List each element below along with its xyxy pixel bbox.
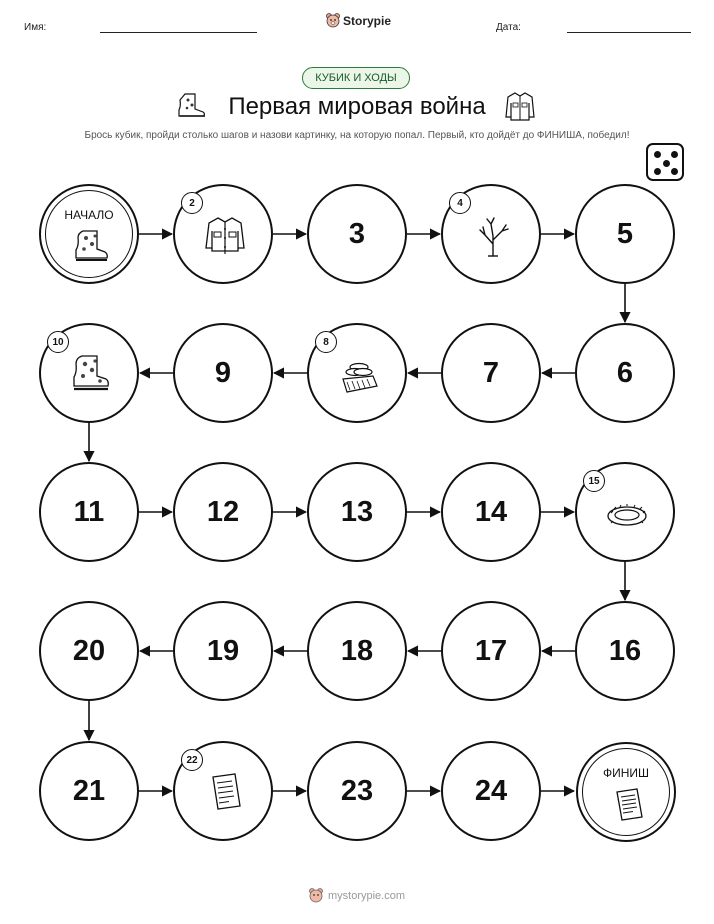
footer-url: mystorypie.com xyxy=(327,890,406,902)
start-label: НАЧАЛО xyxy=(64,208,114,222)
board-cell-5[interactable] xyxy=(575,184,675,284)
cell-number: 14 xyxy=(474,495,508,528)
board-cell-4[interactable] xyxy=(441,184,541,284)
cell-number: 7 xyxy=(482,356,500,389)
name-label: Имя: xyxy=(24,22,47,33)
activity-badge: КУБИК И ХОДЫ xyxy=(302,67,410,89)
cell-number: 17 xyxy=(474,634,508,667)
board-cell-23[interactable] xyxy=(307,741,407,841)
letter-document-icon xyxy=(203,771,247,815)
board-cell-11[interactable] xyxy=(39,462,139,562)
cell-number: 23 xyxy=(340,774,374,807)
cell-number: 11 xyxy=(73,495,105,528)
cell-number: 13 xyxy=(340,495,374,528)
board-cell-21[interactable] xyxy=(39,741,139,841)
cell-number-badge: 4 xyxy=(449,192,471,214)
board-cell-19[interactable] xyxy=(173,601,273,701)
instructions-text: Брось кубик, пройди столько шагов и назови картинку, на которую попал. Первый, кто дойдёт до ФИНИША, победил! xyxy=(84,130,630,141)
cell-number: 18 xyxy=(340,634,374,667)
crater-icon xyxy=(605,492,649,536)
board-cell-12[interactable] xyxy=(173,462,273,562)
board-cell-15[interactable] xyxy=(575,462,675,562)
cell-number: 6 xyxy=(616,356,634,389)
cell-number: 21 xyxy=(72,774,106,807)
trench-sandbags-icon xyxy=(337,353,381,397)
cell-number: 3 xyxy=(348,217,366,250)
bare-tree-icon xyxy=(471,214,515,258)
board-cell-10[interactable] xyxy=(39,323,139,423)
cell-number: 12 xyxy=(206,495,240,528)
board-cell-20[interactable] xyxy=(39,601,139,701)
board-cell-13[interactable] xyxy=(307,462,407,562)
brand-name: Storypie xyxy=(343,14,392,28)
cell-number: 5 xyxy=(616,217,634,250)
board-cell-8[interactable] xyxy=(307,323,407,423)
board-cell-3[interactable] xyxy=(307,184,407,284)
board-cell-16[interactable] xyxy=(575,601,675,701)
board-cell-14[interactable] xyxy=(441,462,541,562)
cell-number-badge: 8 xyxy=(315,331,337,353)
board-cell-9[interactable] xyxy=(173,323,273,423)
cell-number-badge: 10 xyxy=(47,331,69,353)
cell-number-badge: 2 xyxy=(181,192,203,214)
finish-label: ФИНИШ xyxy=(602,766,650,780)
board-cell-2[interactable] xyxy=(173,184,273,284)
cell-number-badge: 15 xyxy=(583,470,605,492)
military-jacket-icon xyxy=(203,214,247,258)
board-cell-6[interactable] xyxy=(575,323,675,423)
board-cell-18[interactable] xyxy=(307,601,407,701)
cell-number: 9 xyxy=(214,356,232,389)
board-cell-17[interactable] xyxy=(441,601,541,701)
start-cell[interactable] xyxy=(39,184,139,284)
date-label: Дата: xyxy=(496,22,521,33)
board-cell-7[interactable] xyxy=(441,323,541,423)
combat-boot-icon xyxy=(71,228,111,268)
combat-boot-icon xyxy=(69,353,113,397)
footer xyxy=(0,888,714,904)
letter-document-icon xyxy=(608,786,648,826)
bear-mascot-icon xyxy=(309,888,323,904)
page-title: Первая мировая война xyxy=(228,93,486,120)
finish-cell[interactable] xyxy=(576,742,676,842)
cell-number: 19 xyxy=(206,634,240,667)
cell-number: 24 xyxy=(474,774,508,807)
cell-number: 20 xyxy=(72,634,106,667)
cell-number: 16 xyxy=(608,634,642,667)
board-cell-24[interactable] xyxy=(441,741,541,841)
board-cell-22[interactable] xyxy=(173,741,273,841)
cell-number-badge: 22 xyxy=(181,749,203,771)
